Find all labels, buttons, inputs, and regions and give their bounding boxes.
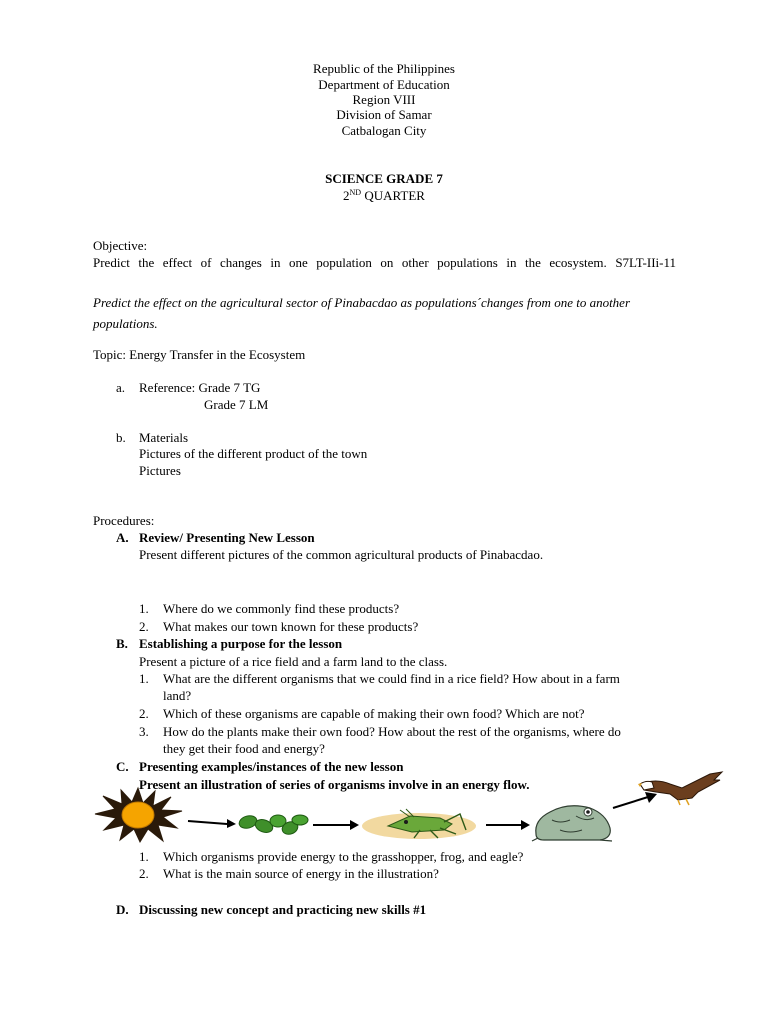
list-number: 2. <box>139 706 149 721</box>
question-item: What makes our town known for these products? <box>163 619 419 634</box>
question-item: What is the main source of energy in the illustration? <box>163 866 439 881</box>
objective-goal: Predict the effect on the agricultural sector of Pinabacdao as populations´changes from one to another populations. <box>93 295 631 331</box>
section-c-subheading: Present an illustration of series of organisms involve in an energy flow. <box>139 777 530 792</box>
materials-label: Materials <box>139 430 189 445</box>
quarter-superscript: ND <box>349 188 362 197</box>
section-c-heading: Presenting examples/instances of the new lesson <box>139 759 404 774</box>
list-number: 1. <box>139 601 149 616</box>
question-item: Which organisms provide energy to the grasshopper, frog, and eagle? <box>163 849 524 864</box>
reference-second: Grade 7 LM <box>204 397 269 412</box>
sun-icon <box>93 787 183 843</box>
list-number: 3. <box>139 724 149 739</box>
section-d-heading: Discussing new concept and practicing new skills #1 <box>139 902 427 917</box>
grasshopper-icon <box>360 808 478 842</box>
leaves-icon <box>238 810 310 838</box>
section-c-marker: C. <box>116 759 129 774</box>
header-region: Region VIII <box>352 92 416 107</box>
question-item-continued: land? <box>163 688 192 703</box>
materials-item: Pictures <box>139 463 181 478</box>
header-city: Catbalogan City <box>341 123 427 138</box>
objective-label: Objective: <box>93 238 148 253</box>
arrow-icon <box>187 815 237 829</box>
list-number: 1. <box>139 849 149 864</box>
materials-marker: b. <box>116 430 126 445</box>
materials-item: Pictures of the different product of the town <box>139 446 368 461</box>
section-b-marker: B. <box>116 636 128 651</box>
list-number: 2. <box>139 866 149 881</box>
question-item: Where do we commonly find these products? <box>163 601 400 616</box>
question-item: What are the different organisms that we could find in a rice field? How about in a farm <box>163 671 620 686</box>
section-b-text: Present a picture of a rice field and a farm land to the class. <box>139 654 448 669</box>
section-a-heading: Review/ Presenting New Lesson <box>139 530 315 545</box>
objective-text: Predict the effect of changes in one population on other populations in the ecosystem. S7LT-IIi-11 <box>93 255 676 270</box>
question-item-continued: they get their food and energy? <box>163 741 325 756</box>
topic: Topic: Energy Transfer in the Ecosystem <box>93 347 306 362</box>
reference-marker: a. <box>116 380 126 395</box>
header-republic: Republic of the Philippines <box>313 61 455 76</box>
list-number: 2. <box>139 619 149 634</box>
section-d-marker: D. <box>116 902 129 917</box>
reference-label: Reference: Grade 7 TG <box>139 380 261 395</box>
header-division: Division of Samar <box>336 107 432 122</box>
question-item: How do the plants make their own food? How about the rest of the organisms, where do <box>163 724 621 739</box>
eagle-icon <box>636 770 724 806</box>
quarter-title <box>0 188 768 204</box>
section-a-text: Present different pictures of the common agricultural products of Pinabacdao. <box>139 547 544 562</box>
section-a-marker: A. <box>116 530 129 545</box>
frog-icon <box>530 798 616 842</box>
quarter-number: 2 <box>343 188 350 203</box>
quarter-word: QUARTER <box>361 188 425 203</box>
section-b-heading: Establishing a purpose for the lesson <box>139 636 343 651</box>
procedures-label: Procedures: <box>93 513 155 528</box>
subject-title: SCIENCE GRADE 7 <box>325 171 443 186</box>
arrow-icon <box>312 819 360 831</box>
arrow-icon <box>485 819 531 831</box>
question-item: Which of these organisms are capable of making their own food? Which are not? <box>163 706 585 721</box>
header-department: Department of Education <box>318 77 450 92</box>
list-number: 1. <box>139 671 149 686</box>
